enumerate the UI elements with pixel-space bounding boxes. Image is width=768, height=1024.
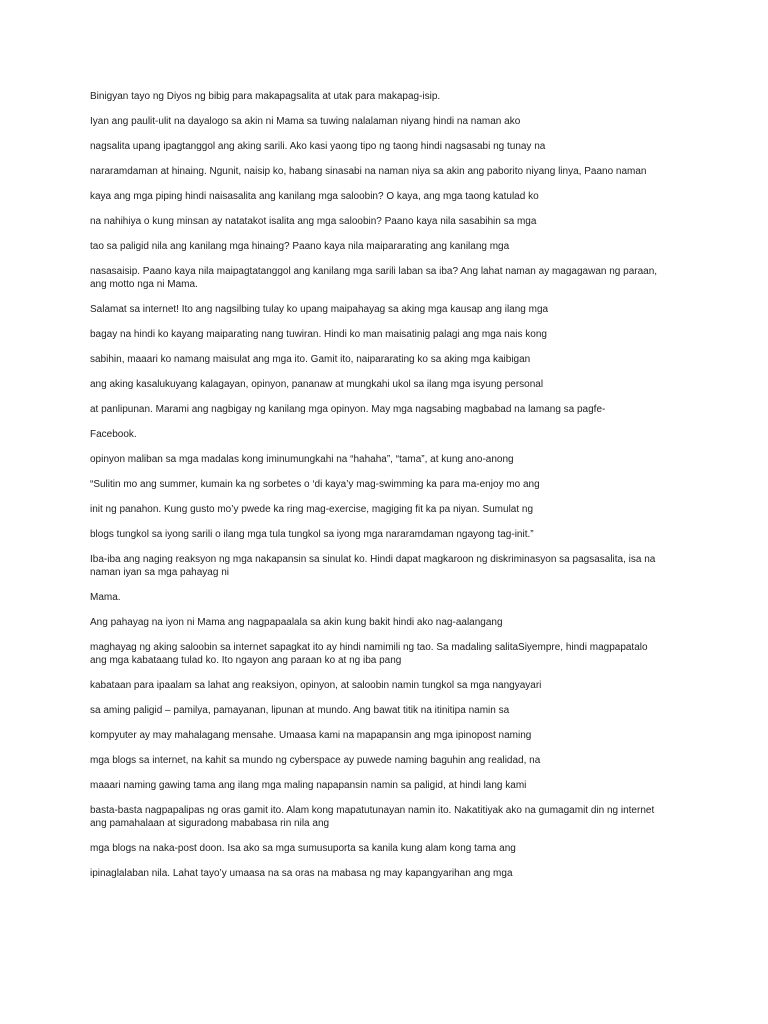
text-line: init ng panahon. Kung gusto mo’y pwede ka ring mag-exercise, magiging fit ka pa niyan. Sumulat ng	[90, 504, 534, 515]
text-line: blogs tungkol sa iyong sarili o ilang mga tula tungkol sa iyong mga nararamdaman ngayong tag-init.”	[90, 529, 534, 540]
text-line: mga blogs sa internet, na kahit sa mundo ng cyberspace ay puwede naming baguhin ang realidad, na	[90, 755, 541, 766]
text-line: sabihin, maaari ko namang maisulat ang mga ito. Gamit ito, naipararating ko sa aking mga kaibigan	[90, 354, 531, 365]
text-line: tao sa paligid nila ang kanilang mga hinaing? Paano kaya nila maipararating ang kanilang mga	[90, 241, 510, 252]
text-line: Iba-iba ang naging reaksyon ng mga nakapansin sa sinulat ko. Hindi dapat magkaroon ng diskriminasyon sa pagsasalita, isa na	[90, 554, 656, 565]
text-line: naman iyan sa mga pahayag ni	[90, 567, 229, 578]
text-line: at panlipunan. Marami ang nagbigay ng kanilang mga opinyon. May mga nagsabing magbabad na lamang sa pagfe-	[90, 404, 606, 415]
text-line: Salamat sa internet! Ito ang nagsilbing tulay ko upang maipahayag sa aking mga kausap ang ilang mga	[90, 304, 549, 315]
text-line: Ang pahayag na iyon ni Mama ang nagpapaalala sa akin kung bakit hindi ako nag-aalangang	[90, 617, 503, 628]
text-line: maghayag ng aking saloobin sa internet sapagkat ito ay hindi namimili ng tao. Sa madaling salitaSiyempre, hindi magpapatalo	[90, 642, 648, 653]
text-line: kaya ang mga piping hindi naisasalita ang kanilang mga saloobin? O kaya, ang mga taong katulad ko	[90, 191, 539, 202]
text-line: nasasaisip. Paano kaya nila maipagtatanggol ang kanilang mga sarili laban sa iba? Ang lahat naman ay magagawan ng paraan,	[90, 266, 658, 277]
text-line: ang aking kasalukuyang kalagayan, opinyon, pananaw at mungkahi ukol sa ilang mga isyung personal	[90, 379, 544, 390]
text-line: nagsalita upang ipagtanggol ang aking sarili. Ako kasi yaong tipo ng taong hindi nagsasabi ng tunay na	[90, 141, 546, 152]
text-line: Mama.	[90, 592, 121, 603]
text-line: Iyan ang paulit-ulit na dayalogo sa akin ni Mama sa tuwing nalalaman niyang hindi na naman ako	[90, 116, 521, 127]
text-line: Binigyan tayo ng Diyos ng bibig para makapagsalita at utak para makapag-isip.	[90, 91, 441, 102]
text-line: Facebook.	[90, 429, 137, 440]
text-line: basta-basta nagpapalipas ng oras gamit ito. Alam kong mapatutunayan namin ito. Nakatitiyak ako na gumagamit din ng internet	[90, 805, 655, 816]
text-line: maaari naming gawing tama ang ilang mga maling napapansin namin sa paligid, at hindi lang kami	[90, 780, 527, 791]
text-line: bagay na hindi ko kayang maiparating nang tuwiran. Hindi ko man maisatinig palagi ang mga nais kong	[90, 329, 547, 340]
text-line: ang motto nga ni Mama.	[90, 279, 198, 290]
text-line: na nahihiya o kung minsan ay natatakot isalita ang mga saloobin? Paano kaya nila sasabihin sa mga	[90, 216, 537, 227]
text-line: sa aming paligid – pamilya, pamayanan, lipunan at mundo. Ang bawat titik na itinitipa namin sa	[90, 705, 510, 716]
text-line: kabataan para ipaalam sa lahat ang reaksiyon, opinyon, at saloobin namin tungkol sa mga nangyayari	[90, 680, 542, 691]
text-line: mga blogs na naka-post doon. Isa ako sa mga sumusuporta sa kanila kung alam kong tama ang	[90, 843, 516, 854]
text-line: “Sulitin mo ang summer, kumain ka ng sorbetes o ‘di kaya’y mag-swimming ka para ma-enjoy mo ang	[90, 479, 540, 490]
text-line: opinyon maliban sa mga madalas kong iminumungkahi na “hahaha”, “tama”, at kung ano-anong	[90, 454, 514, 465]
text-line: ang mga kabataang tulad ko. Ito ngayon ang paraan ko at ng iba pang	[90, 655, 402, 666]
text-line: nararamdaman at hinaing. Ngunit, naisip ko, habang sinasabi na naman niya sa akin ang paborito niyang linya, Paano naman	[90, 166, 647, 177]
text-line: ipinaglalaban nila. Lahat tayo’y umaasa na sa oras na mabasa ng may kapangyarihan ang mga	[90, 868, 513, 879]
text-line: kompyuter ay may mahalagang mensahe. Umaasa kami na mapapansin ang mga ipinopost naming	[90, 730, 532, 741]
text-line: ang pamahalaan at siguradong mababasa rin nila ang	[90, 818, 330, 829]
